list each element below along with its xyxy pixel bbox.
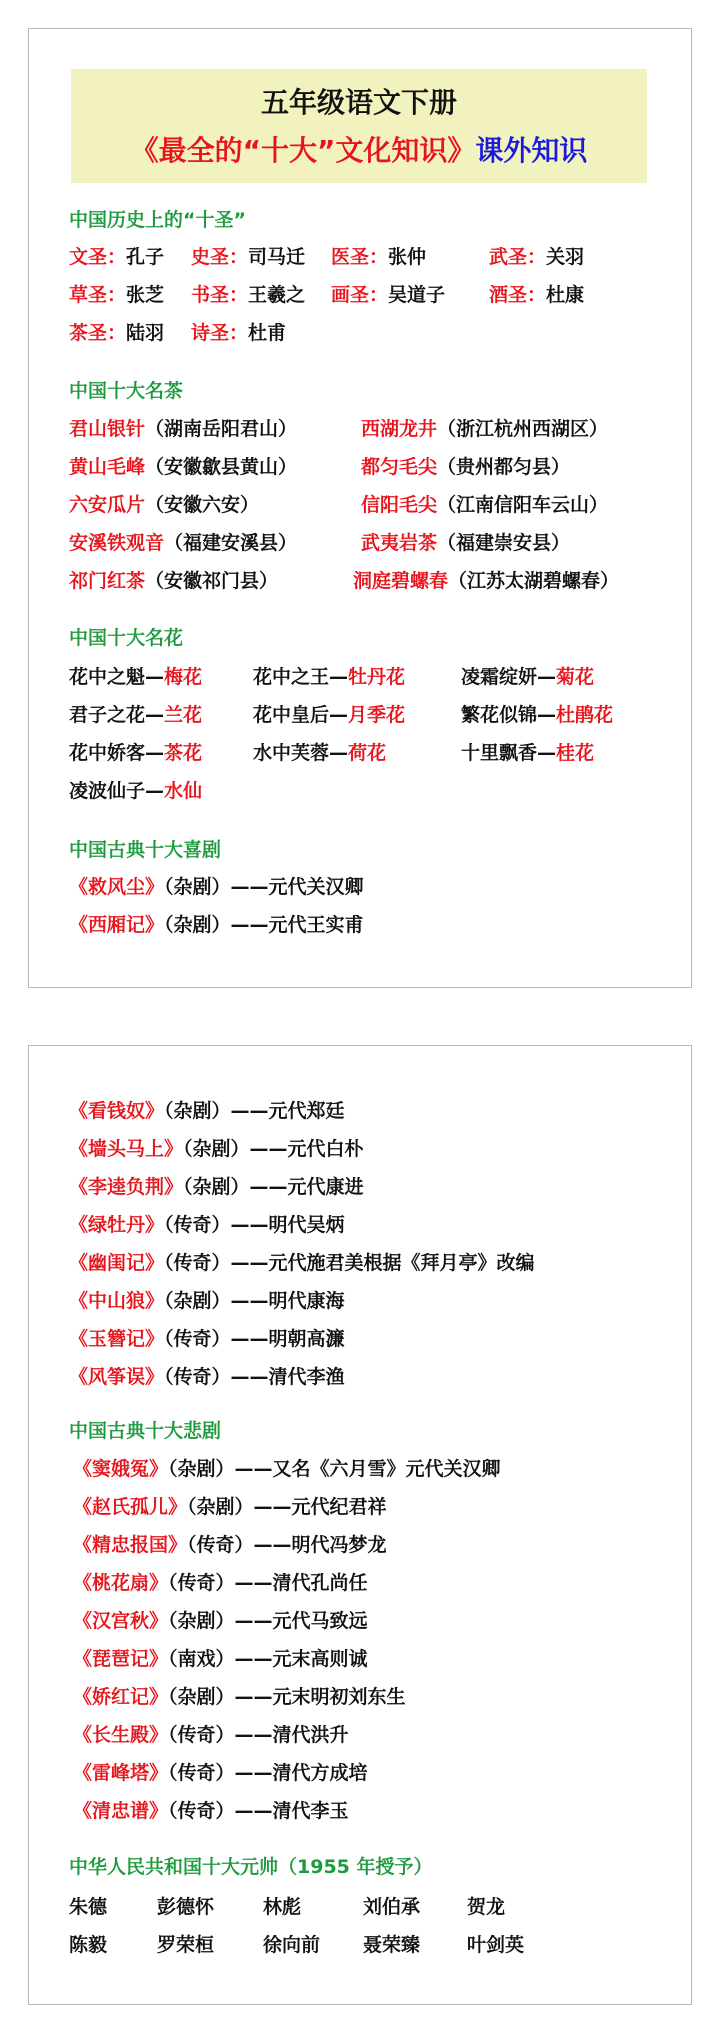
- sage-name: 司马迁: [248, 246, 306, 268]
- play-info: （传奇）——清代李玉: [168, 1800, 349, 1822]
- flower-item: [461, 662, 594, 689]
- sages-row: [69, 280, 681, 310]
- flower-row: [69, 662, 681, 692]
- play-info: （杂剧）——元代郑廷: [164, 1100, 345, 1122]
- bracket-open: 《: [69, 1176, 89, 1198]
- play-info: （杂剧）——元代王实甫: [164, 914, 364, 936]
- sage-title: 诗圣：: [191, 322, 249, 344]
- bracket-close: 》: [149, 1762, 169, 1784]
- sage-name: 张仲: [388, 246, 427, 268]
- bracket-close: 》: [145, 1214, 165, 1236]
- play-title: 中山狼: [88, 1290, 146, 1312]
- tea-name: 信阳毛尖: [361, 494, 438, 516]
- play-title: 琵琶记: [92, 1648, 150, 1670]
- tragedy-item: [73, 1568, 681, 1598]
- sage-item: [489, 242, 584, 269]
- tea-origin: （贵州都匀县）: [437, 456, 571, 478]
- bracket-close: 》: [164, 1138, 184, 1160]
- flower-epithet: 花中之王—: [253, 666, 349, 688]
- tea-item: [69, 452, 297, 479]
- play-info: （传奇）——清代洪升: [168, 1724, 349, 1746]
- marshals-row: [69, 1930, 681, 1960]
- sage-name: 王羲之: [248, 284, 306, 306]
- tea-row: [69, 528, 681, 558]
- marshal-name: 刘伯承: [363, 1896, 421, 1918]
- bracket-open: 《: [69, 1252, 89, 1274]
- bracket-close: 》: [168, 1496, 188, 1518]
- marshal-name: 林彪: [263, 1896, 302, 1918]
- section-heading-teas: 中国十大名茶: [69, 380, 184, 402]
- play-info: （传奇）——元代施君美根据《拜月亭》改编: [164, 1252, 535, 1274]
- play-info: （杂剧）——又名《六月雪》元代关汉卿: [168, 1458, 501, 1480]
- marshal-name: 聂荣臻: [363, 1934, 421, 1956]
- marshals-row: [69, 1892, 681, 1922]
- bracket-open: 《: [73, 1686, 93, 1708]
- flower-epithet: 十里飘香—: [461, 742, 557, 764]
- title-banner: [71, 69, 647, 183]
- section-heading-tragedies: 中国古典十大悲剧: [69, 1420, 222, 1442]
- comedy-item: [69, 1248, 681, 1278]
- play-info: （杂剧）——元代关汉卿: [164, 876, 364, 898]
- comedy-item: [69, 1096, 681, 1126]
- tea-name: 都匀毛尖: [361, 456, 438, 478]
- bracket-open: 《: [73, 1496, 93, 1518]
- tea-row: [69, 452, 681, 482]
- sage-title: 茶圣：: [69, 322, 127, 344]
- bracket-open: 《: [73, 1762, 93, 1784]
- flower-epithet: 水中芙蓉—: [253, 742, 349, 764]
- bracket-close: 》: [145, 914, 165, 936]
- tragedy-item: [73, 1492, 681, 1522]
- bracket-open: 《: [73, 1724, 93, 1746]
- sage-item: [69, 318, 164, 345]
- sage-name: 杜康: [546, 284, 585, 306]
- flower-epithet: 君子之花—: [69, 704, 165, 726]
- banner-title: 五年级语文下册: [260, 86, 457, 119]
- tragedy-item: [73, 1796, 681, 1826]
- play-title: 雷峰塔: [92, 1762, 150, 1784]
- tea-item: [69, 566, 278, 593]
- play-info: （杂剧）——元末明初刘东生: [168, 1686, 406, 1708]
- sage-name: 吴道子: [388, 284, 446, 306]
- bracket-close: 》: [149, 1648, 169, 1670]
- play-info: （杂剧）——元代白朴: [183, 1138, 364, 1160]
- play-info: （传奇）——明代冯梦龙: [187, 1534, 387, 1556]
- section-heading-sages: 中国历史上的“十圣”: [69, 209, 246, 231]
- flower-epithet: 凌波仙子—: [69, 780, 165, 802]
- tea-origin: （福建崇安县）: [437, 532, 571, 554]
- sage-item: [191, 280, 305, 307]
- tragedy-item: [73, 1530, 681, 1560]
- bracket-close: 》: [168, 1534, 188, 1556]
- play-title: 玉簪记: [88, 1328, 146, 1350]
- tea-row: [69, 566, 681, 596]
- bracket-close: 》: [149, 1610, 169, 1632]
- flower-name: 兰花: [164, 704, 203, 726]
- play-info: （杂剧）——元代康进: [183, 1176, 364, 1198]
- tea-row: [69, 414, 681, 444]
- play-title: 看钱奴: [88, 1100, 146, 1122]
- bracket-close: 》: [149, 1686, 169, 1708]
- sage-item: [489, 280, 584, 307]
- tea-item: [69, 414, 297, 441]
- section-heading-marshals: 中华人民共和国十大元帅（1955 年授予）: [69, 1856, 433, 1878]
- comedy-item: [69, 1324, 681, 1354]
- tea-item: [361, 528, 570, 555]
- tea-name: 安溪铁观音: [69, 532, 165, 554]
- tea-origin: （安徽歙县黄山）: [145, 456, 298, 478]
- flower-epithet: 凌霜绽妍—: [461, 666, 557, 688]
- play-title: 长生殿: [92, 1724, 150, 1746]
- tea-name: 黄山毛峰: [69, 456, 146, 478]
- sage-name: 关羽: [546, 246, 585, 268]
- tea-name: 六安瓜片: [69, 494, 146, 516]
- marshal-name: 彭德怀: [157, 1896, 215, 1918]
- sage-title: 画圣：: [331, 284, 389, 306]
- flower-item: [69, 738, 202, 765]
- flower-item: [69, 700, 202, 727]
- banner-subtitle: [71, 129, 647, 169]
- flower-item: [461, 700, 613, 727]
- play-info: （传奇）——明代吴炳: [164, 1214, 345, 1236]
- tea-item: [69, 490, 259, 517]
- bracket-open: 《: [69, 1366, 89, 1388]
- sage-title: 医圣：: [331, 246, 389, 268]
- tea-item: [361, 414, 608, 441]
- bracket-close: 》: [149, 1724, 169, 1746]
- sages-row: [69, 318, 681, 348]
- sage-title: 史圣：: [191, 246, 249, 268]
- play-title: 赵氏孤儿: [92, 1496, 169, 1518]
- play-title: 救风尘: [88, 876, 146, 898]
- tragedy-item: [73, 1720, 681, 1750]
- bracket-open: 《: [73, 1610, 93, 1632]
- marshal-name: 叶剑英: [467, 1934, 525, 1956]
- banner-subtitle-red: 《最全的“十大”文化知识》: [130, 134, 476, 167]
- flower-name: 桂花: [556, 742, 595, 764]
- tea-item: [361, 490, 608, 517]
- flower-epithet: 繁花似锦—: [461, 704, 557, 726]
- tea-item: [69, 528, 297, 555]
- flower-name: 杜鹃花: [556, 704, 614, 726]
- comedy-item: [69, 1172, 681, 1202]
- tea-name: 洞庭碧螺春: [353, 570, 449, 592]
- tragedy-item: [73, 1644, 681, 1674]
- sage-item: [191, 318, 286, 345]
- bracket-close: 》: [164, 1176, 184, 1198]
- play-title: 精忠报国: [92, 1534, 169, 1556]
- page-card-1: [28, 28, 692, 988]
- flower-row: [69, 738, 681, 768]
- sage-name: 陆羽: [126, 322, 165, 344]
- sage-item: [331, 242, 426, 269]
- bracket-close: 》: [145, 1290, 165, 1312]
- play-title: 幽闺记: [88, 1252, 146, 1274]
- bracket-open: 《: [73, 1648, 93, 1670]
- tea-name: 西湖龙井: [361, 418, 438, 440]
- tea-item: [353, 566, 619, 593]
- sages-row: [69, 242, 681, 272]
- flower-item: [253, 662, 405, 689]
- tea-name: 祁门红茶: [69, 570, 146, 592]
- flower-name: 水仙: [164, 780, 203, 802]
- marshal-name: 徐向前: [263, 1934, 321, 1956]
- comedy-item: [69, 872, 681, 902]
- flower-epithet: 花中之魁—: [69, 666, 165, 688]
- sage-item: [69, 280, 164, 307]
- bracket-open: 《: [69, 1328, 89, 1350]
- tea-origin: （安徽祁门县）: [145, 570, 279, 592]
- play-info: （传奇）——清代孔尚任: [168, 1572, 368, 1594]
- flower-epithet: 花中娇客—: [69, 742, 165, 764]
- bracket-open: 《: [73, 1458, 93, 1480]
- play-info: （杂剧）——元代纪君祥: [187, 1496, 387, 1518]
- tea-name: 武夷岩茶: [361, 532, 438, 554]
- play-title: 西厢记: [88, 914, 146, 936]
- flower-item: [253, 738, 386, 765]
- tea-origin: （浙江杭州西湖区）: [437, 418, 609, 440]
- play-info: （传奇）——清代方成培: [168, 1762, 368, 1784]
- tea-origin: （江苏太湖碧螺春）: [448, 570, 620, 592]
- tea-origin: （湖南岳阳君山）: [145, 418, 298, 440]
- flower-item: [69, 776, 202, 803]
- marshal-name: 陈毅: [69, 1934, 108, 1956]
- play-info: （杂剧）——明代康海: [164, 1290, 345, 1312]
- sage-item: [191, 242, 305, 269]
- marshal-name: 贺龙: [467, 1896, 506, 1918]
- play-title: 桃花扇: [92, 1572, 150, 1594]
- play-title: 墙头马上: [88, 1138, 165, 1160]
- flower-name: 牡丹花: [348, 666, 406, 688]
- sage-title: 草圣：: [69, 284, 127, 306]
- play-title: 汉宫秋: [92, 1610, 150, 1632]
- flower-item: [69, 662, 202, 689]
- play-title: 风筝误: [88, 1366, 146, 1388]
- bracket-close: 》: [145, 1366, 165, 1388]
- sage-name: 孔子: [126, 246, 165, 268]
- play-info: （南戏）——元末高则诚: [168, 1648, 368, 1670]
- flower-name: 茶花: [164, 742, 203, 764]
- section-heading-flowers: 中国十大名花: [69, 627, 184, 649]
- play-info: （杂剧）——元代马致远: [168, 1610, 368, 1632]
- comedy-item: [69, 1362, 681, 1392]
- flower-item: [461, 738, 594, 765]
- flower-name: 梅花: [164, 666, 203, 688]
- bracket-open: 《: [69, 914, 89, 936]
- flower-name: 菊花: [556, 666, 595, 688]
- bracket-close: 》: [145, 1328, 165, 1350]
- sage-title: 文圣：: [69, 246, 127, 268]
- bracket-close: 》: [145, 1100, 165, 1122]
- bracket-open: 《: [69, 1214, 89, 1236]
- tragedy-item: [73, 1682, 681, 1712]
- tragedy-item: [73, 1758, 681, 1788]
- tragedy-item: [73, 1606, 681, 1636]
- bracket-open: 《: [69, 1138, 89, 1160]
- marshal-name: 朱德: [69, 1896, 108, 1918]
- play-title: 娇红记: [92, 1686, 150, 1708]
- tragedy-item: [73, 1454, 681, 1484]
- bracket-close: 》: [149, 1572, 169, 1594]
- banner-subtitle-blue: 课外知识: [475, 134, 588, 167]
- bracket-open: 《: [69, 1290, 89, 1312]
- tea-origin: （江南信阳车云山）: [437, 494, 609, 516]
- play-info: （传奇）——明朝高濂: [164, 1328, 345, 1350]
- comedy-item: [69, 1286, 681, 1316]
- section-heading-comedies: 中国古典十大喜剧: [69, 839, 222, 861]
- page-card-2: [28, 1045, 692, 2005]
- sage-name: 杜甫: [248, 322, 287, 344]
- play-title: 李逵负荆: [88, 1176, 165, 1198]
- bracket-close: 》: [145, 876, 165, 898]
- sage-item: [69, 242, 164, 269]
- flower-name: 荷花: [348, 742, 387, 764]
- sage-name: 张芝: [126, 284, 165, 306]
- flower-item: [253, 700, 405, 727]
- comedy-item: [69, 1210, 681, 1240]
- play-title: 绿牡丹: [88, 1214, 146, 1236]
- tea-item: [361, 452, 570, 479]
- flower-epithet: 花中皇后—: [253, 704, 349, 726]
- sage-title: 武圣：: [489, 246, 547, 268]
- comedy-item: [69, 1134, 681, 1164]
- bracket-open: 《: [73, 1534, 93, 1556]
- flower-row: [69, 700, 681, 730]
- bracket-close: 》: [145, 1252, 165, 1274]
- bracket-close: 》: [149, 1458, 169, 1480]
- bracket-open: 《: [69, 876, 89, 898]
- play-info: （传奇）——清代李渔: [164, 1366, 345, 1388]
- play-title: 窦娥冤: [92, 1458, 150, 1480]
- tea-origin: （福建安溪县）: [164, 532, 298, 554]
- bracket-close: 》: [149, 1800, 169, 1822]
- marshal-name: 罗荣桓: [157, 1934, 215, 1956]
- sage-title: 书圣：: [191, 284, 249, 306]
- bracket-open: 《: [73, 1572, 93, 1594]
- sage-title: 酒圣：: [489, 284, 547, 306]
- bracket-open: 《: [73, 1800, 93, 1822]
- tea-name: 君山银针: [69, 418, 146, 440]
- flower-name: 月季花: [348, 704, 406, 726]
- comedy-item: [69, 910, 681, 940]
- tea-row: [69, 490, 681, 520]
- tea-origin: （安徽六安）: [145, 494, 260, 516]
- play-title: 清忠谱: [92, 1800, 150, 1822]
- bracket-open: 《: [69, 1100, 89, 1122]
- sage-item: [331, 280, 445, 307]
- flower-row: [69, 776, 681, 806]
